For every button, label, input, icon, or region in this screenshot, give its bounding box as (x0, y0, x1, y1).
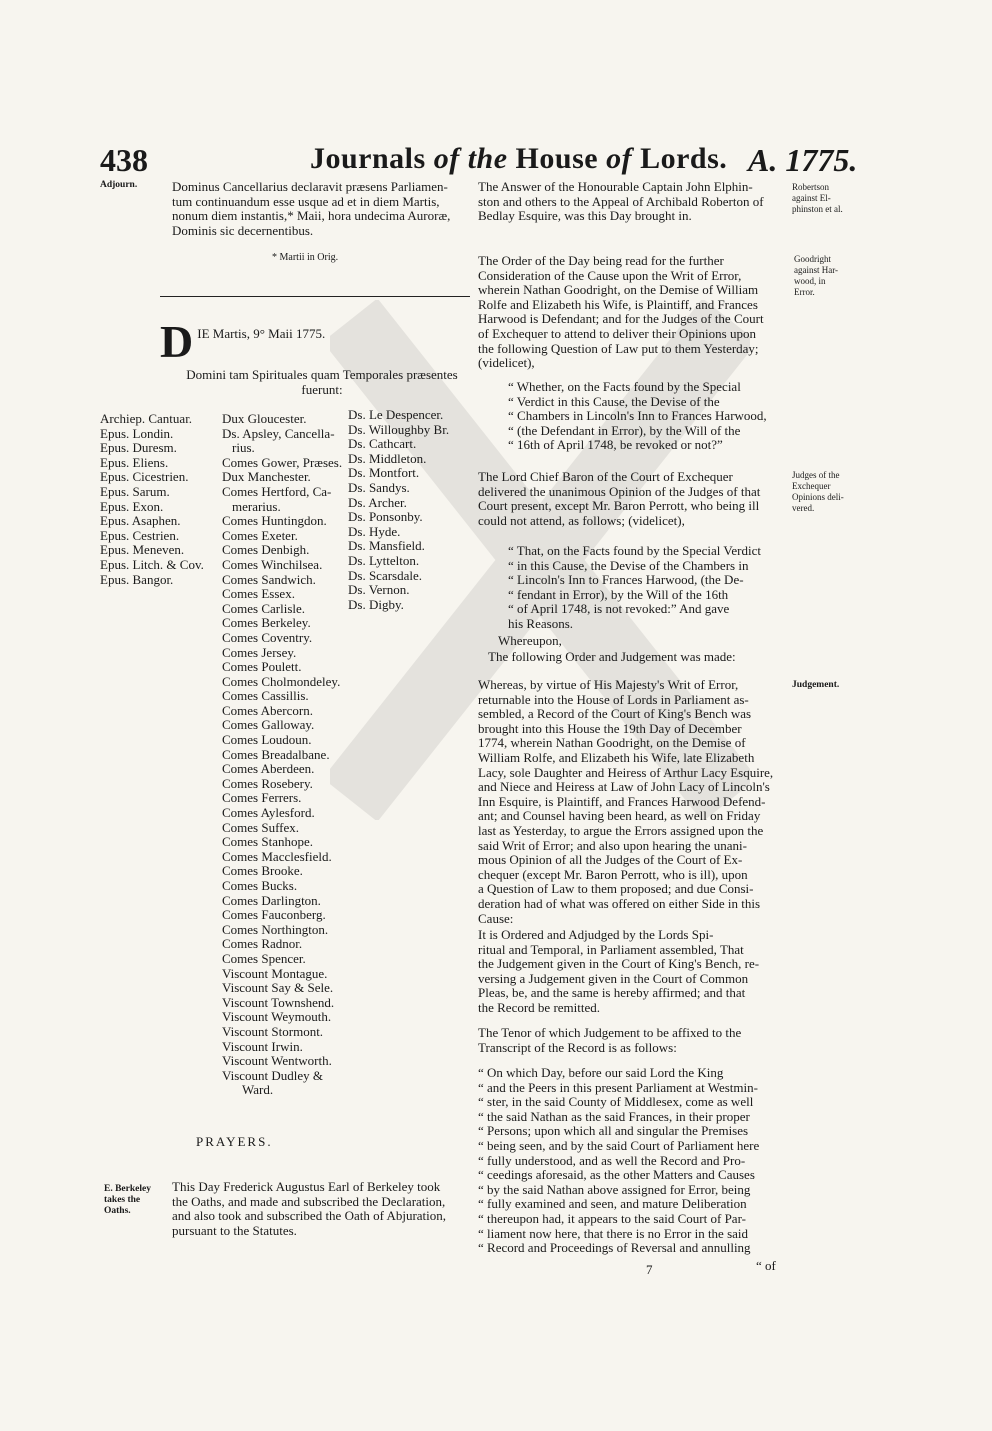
list-item: Comes Breadalbane. (222, 746, 330, 762)
list-item: Comes Coventry. (222, 629, 313, 645)
list-item: Dux Manchester. (222, 469, 311, 485)
list-item: Epus. Cicestrien. (100, 469, 189, 485)
footnote: * Martii in Orig. (272, 252, 339, 263)
list-item: Comes Cassillis. (222, 688, 309, 704)
list-item: Dux Gloucester. (222, 411, 307, 426)
list-item: Comes Fauconberg. (222, 907, 326, 923)
tenor-paragraph: The Tenor of which Judgement to be affixed to the Transcript of the Record is as follows: (478, 1025, 742, 1055)
question-quote: “ Whether, on the Facts found by the Special “ Verdict in this Cause, the Devise of the “ Chambers in Lincoln's Inn to Frances Harwood, “ (the Defendant in Error), by the Will of the “ 16th of April 1748, be revoked or not?” (508, 379, 767, 453)
list-item: Comes Loudoun. (222, 732, 312, 748)
list-item: Viscount Montague. (222, 965, 328, 981)
following-line: The following Order and Judgement was made: (488, 649, 736, 664)
margin-note-berkeley: E. Berkeley takes the Oaths. (104, 1184, 151, 1216)
margin-note-judgement: Judgement. (792, 680, 840, 690)
list-item: Comes Aberdeen. (222, 761, 315, 777)
signature-mark: 7 (646, 1262, 653, 1277)
lords-barons-list (348, 408, 449, 612)
order-paragraph: The Order of the Day being read for the further Consideration of the Cause upon the Writ of Error, wherein Nathan Goodright, on the Demise of William Rolfe and Elizabeth his Wife, is Plaintiff, and Frances Harwood is Defendant; and for the Judges of the Court of Exchequer to attend to deliver their Opinions upon the following Question of Law put to them Yesterday; (videlicet), (478, 253, 764, 371)
list-item: Viscount Weymouth. (222, 1009, 332, 1025)
list-item: Epus. Londin. (100, 425, 174, 441)
list-item: Comes Radnor. (222, 936, 303, 952)
adjourn-paragraph: Dominus Cancellarius declaravit præsens Parliamen- tum continuandum esse usque ad et in diem Martis, nonum diem instantis,* Maii, hora undecima Auroræ, Dominis sic decernentibus. (172, 179, 451, 238)
running-title: Journals of the House of Lords. (310, 142, 728, 175)
list-item: Epus. Sarum. (100, 483, 170, 499)
list-item: Epus. Bangor. (100, 571, 174, 587)
list-item: Epus. Cestrien. (100, 527, 180, 543)
prayers-heading: PRAYERS. (196, 1134, 273, 1149)
list-item: Ds. Vernon. (348, 582, 410, 598)
list-item: Comes Darlington. (222, 892, 321, 908)
list-item: Viscount Say & Sele. (222, 980, 334, 996)
list-item: Viscount Dudley & (222, 1067, 324, 1083)
whereupon-line: Whereupon, (498, 633, 562, 648)
lords-spiritual-list (100, 412, 204, 587)
list-item: Comes Carlisle. (222, 600, 306, 616)
list-item: Ward. (242, 1082, 274, 1098)
list-item: Comes Spencer. (222, 950, 306, 966)
list-item: merarius. (232, 498, 281, 514)
list-item: Comes Poulett. (222, 659, 302, 675)
list-item: Ds. Middleton. (348, 450, 427, 466)
whereas-paragraph: Whereas, by virtue of His Majesty's Writ of Error, returnable into the House of Lords in Parliament as- sembled, a Record of the Court of King's Bench was brought into this House the 19th Day of December 1774, wherein Nathan Goodright, on the Demise of William Rolfe, and Elizabeth his Wife, late Elizabeth Lacy, sole Daughter and Heiress of Arthur Lacy Esquire, and Niece and Heiress at Law of John Lacy of Lincoln's Inn Esquire, is Plaintiff, and Frances Harwood Defend- ant; and Counsel having been heard, as well on Friday last as Yesterday, to argue the Errors assigned upon the said Writ of Error; and also upon hearing the unani- mous Opinion of all the Judges of the Court of Ex- chequer (except Mr. Baron Perrott, who is ill), upon a Question of Law to them proposed; and due Consi- deration had of what was offered on either Side in this Cause: (478, 677, 774, 926)
list-item: Ds. Montfort. (348, 465, 420, 481)
margin-note-judges: Judges of the Exchequer Opinions deli- vered. (792, 470, 844, 513)
list-item: Epus. Duresm. (100, 440, 177, 456)
list-item: Epus. Litch. & Cov. (100, 556, 204, 572)
list-item: Ds. Sandys. (348, 479, 410, 495)
present-heading: Domini tam Spirituales quam Temporales præsentes fuerunt: (186, 367, 458, 397)
list-item: Epus. Exon. (100, 498, 164, 514)
list-item: Comes Jersey. (222, 644, 297, 660)
list-item: Viscount Stormont. (222, 1023, 324, 1039)
list-item: Ds. Willoughby Br. (348, 421, 450, 437)
page-year: A. 1775. (748, 142, 858, 178)
list-item: Comes Hertford, Ca- (222, 483, 332, 499)
margin-note-goodright: Goodright against Har- wood, in Error. (794, 254, 839, 297)
section-rule (160, 296, 470, 297)
list-item: Comes Brooke. (222, 863, 303, 879)
list-item: Comes Essex. (222, 586, 295, 602)
margin-note-adjourn: Adjourn. (100, 180, 138, 190)
date-heading: D IE Martis, 9° Maii 1775. (160, 316, 326, 367)
list-item: Comes Bucks. (222, 878, 298, 893)
list-item: Comes Exeter. (222, 527, 298, 543)
baron-paragraph: The Lord Chief Baron of the Court of Exchequer delivered the unanimous Opinion of the Judges of that Court present, except Mr. Baron Perrott, who being ill could not attend, as follows; (videlicet), (478, 469, 761, 528)
catchword: “ of (756, 1258, 776, 1273)
list-item: Comes Cholmondeley. (222, 673, 341, 689)
list-item: Viscount Irwin. (222, 1038, 303, 1054)
list-item: Comes Suffex. (222, 819, 300, 835)
list-item: Archiep. Cantuar. (100, 411, 193, 426)
answer-paragraph: The Answer of the Honourable Captain John Elphin- ston and others to the Appeal of Archibald Roberton of Bedlay Esquire, was this Day brought in. (478, 179, 764, 224)
list-item: Ds. Mansfield. (348, 538, 425, 554)
list-item: Epus. Asaphen. (100, 513, 181, 529)
list-item: Ds. Archer. (348, 494, 407, 510)
page-number: 438 (100, 142, 148, 178)
list-item: Comes Huntingdon. (222, 513, 327, 529)
margin-note-robertson: Robertson against El- phinston et al. (792, 182, 843, 214)
ordered-paragraph: It is Ordered and Adjudged by the Lords Spi- ritual and Temporal, in Parliament assembled, That the Judgement given in the Court of King's Bench, re- versing a Judgement given in the Court of Common Pleas, be, and the same is hereby affirmed; and that the Record be remitted. (478, 927, 760, 1015)
list-item: Comes Macclesfield. (222, 848, 332, 864)
drop-cap: D (160, 316, 194, 367)
list-item: Ds. Scarsdale. (348, 567, 423, 583)
list-item: Comes Aylesford. (222, 805, 315, 821)
lords-temporal-list (222, 412, 342, 1098)
list-item: Comes Abercorn. (222, 702, 313, 718)
list-item: Comes Sandwich. (222, 571, 316, 587)
list-item: Comes Stanhope. (222, 834, 313, 850)
list-item: Ds. Le Despencer. (348, 407, 444, 422)
list-item: Ds. Digby. (348, 596, 404, 612)
list-item: Ds. Lyttelton. (348, 552, 420, 568)
berkeley-paragraph: This Day Frederick Augustus Earl of Berkeley took the Oaths, and made and subscribed the Declaration, and also took and subscribed the Oath of Abjuration, pursuant to the Statutes. (172, 1179, 447, 1238)
list-item: Ds. Cathcart. (348, 436, 417, 452)
list-item: Viscount Townshend. (222, 994, 335, 1010)
record-paragraph: “ On which Day, before our said Lord the King “ and the Peers in this present Parliament at Westmin- “ ster, in the said County of Middlesex, come as well “ the said Nathan as the said Frances, in their proper “ Persons; upon which all and singular the Premises “ being seen, and by the said Court of Parliament here “ fully understood, and as well the Record and Pro- “ ceedings aforesaid, as the other Matters and Causes “ by the said Nathan above assigned for Error, being “ fully examined and seen, and mature Deliberation “ thereupon had, it appears to the said Court of Par- “ liament now here, that there is no Error in the said “ Record and Proceedings of Reversal and annulling (478, 1065, 760, 1256)
list-item: Comes Ferrers. (222, 790, 302, 806)
list-item: Comes Berkeley. (222, 615, 311, 631)
list-item: Epus. Eliens. (100, 454, 169, 470)
list-item: Comes Gower, Præses. (222, 454, 343, 470)
opinion-quote: “ That, on the Facts found by the Special Verdict “ in this Cause, the Devise of the Chambers in “ Lincoln's Inn to Frances Harwood, (the De- “ fendant in Error), by the Will of the 16th “ of April 1748, is not revoked:” And gave his Reasons. (508, 543, 761, 631)
list-item: Comes Denbigh. (222, 542, 310, 558)
list-item: Ds. Hyde. (348, 523, 401, 539)
list-item: Comes Northington. (222, 921, 329, 937)
list-item: Comes Rosebery. (222, 775, 313, 791)
list-item: Viscount Wentworth. (222, 1053, 332, 1069)
list-item: Epus. Meneven. (100, 542, 185, 558)
list-item: Ds. Ponsonby. (348, 509, 423, 525)
list-item: Comes Galloway. (222, 717, 315, 733)
list-item: rius. (232, 440, 255, 456)
list-item: Ds. Apsley, Cancella- (222, 425, 335, 441)
list-item: Comes Winchilsea. (222, 556, 323, 572)
